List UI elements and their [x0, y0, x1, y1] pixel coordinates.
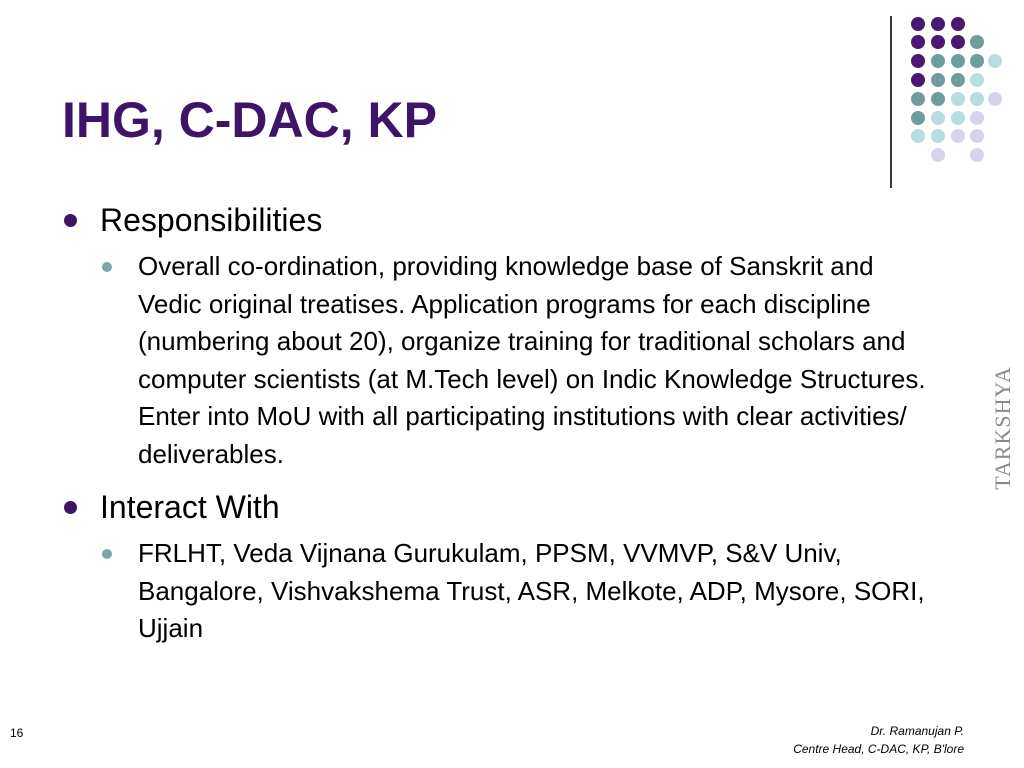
sub-bullet-dot-icon	[102, 549, 112, 559]
decor-dot	[911, 129, 925, 143]
sub-bullet-interact-with	[100, 535, 928, 648]
slide-body	[62, 198, 962, 648]
decor-dot	[970, 129, 984, 143]
vertical-divider	[890, 16, 892, 188]
decor-dot	[911, 35, 925, 49]
decor-dot	[970, 54, 984, 68]
decor-dot	[911, 17, 925, 31]
decor-dot	[911, 92, 925, 106]
bullet-dot-icon	[64, 501, 77, 514]
bullet-heading: Responsibilities	[100, 202, 323, 238]
bullet-heading: Interact With	[100, 489, 280, 525]
footer-position: Centre Head, C-DAC, KP, B'lore	[793, 742, 964, 756]
decor-dot	[970, 92, 984, 106]
decor-dot	[911, 54, 925, 68]
decor-dot	[970, 111, 984, 125]
sub-bullet-text: Overall co-ordination, providing knowledge base of Sanskrit and Vedic original treatises. Application programs for each discipline (numbering about 20), organize training for traditional scholars and computer scientists (at M.Tech level) on Indic Knowledge Structures. Enter into MoU with all participating institutions with clear activities/ deliverables.	[138, 251, 926, 469]
decor-dot	[951, 35, 965, 49]
decor-dot	[931, 129, 945, 143]
decor-dot	[951, 54, 965, 68]
decor-dot	[951, 73, 965, 87]
decor-dot	[951, 111, 965, 125]
decor-dot	[970, 148, 984, 162]
decor-dot	[951, 129, 965, 143]
decor-dot	[931, 111, 945, 125]
bullet-interact-with	[62, 485, 962, 529]
decor-dot	[931, 17, 945, 31]
bullet-dot-icon	[64, 214, 77, 227]
decor-dot	[970, 35, 984, 49]
side-watermark-text: TARKSHYA	[990, 366, 1015, 490]
slide-title: IHG, C-DAC, KP	[62, 92, 437, 148]
decor-dot	[931, 73, 945, 87]
sub-bullet-dot-icon	[102, 262, 112, 272]
decor-dot	[931, 35, 945, 49]
page-number: 16	[10, 726, 24, 740]
decor-dot	[931, 92, 945, 106]
decor-dot	[911, 111, 925, 125]
decor-dot	[931, 54, 945, 68]
decor-dot	[931, 148, 945, 162]
sub-bullet-responsibilities	[100, 248, 928, 473]
footer-author: Dr. Ramanujan P.	[870, 724, 964, 738]
decor-dot	[911, 73, 925, 87]
decor-dot	[970, 73, 984, 87]
bullet-responsibilities	[62, 198, 962, 242]
footer-credit	[793, 722, 964, 758]
decor-dot	[988, 54, 1002, 68]
decor-dot	[951, 17, 965, 31]
decor-dot	[951, 92, 965, 106]
sub-bullet-text: FRLHT, Veda Vijnana Gurukulam, PPSM, VVMVP, S&V Univ, Bangalore, Vishvakshema Trust, ASR, Melkote, ADP, Mysore, SORI, Ujjain	[138, 538, 925, 643]
decor-dot	[988, 92, 1002, 106]
